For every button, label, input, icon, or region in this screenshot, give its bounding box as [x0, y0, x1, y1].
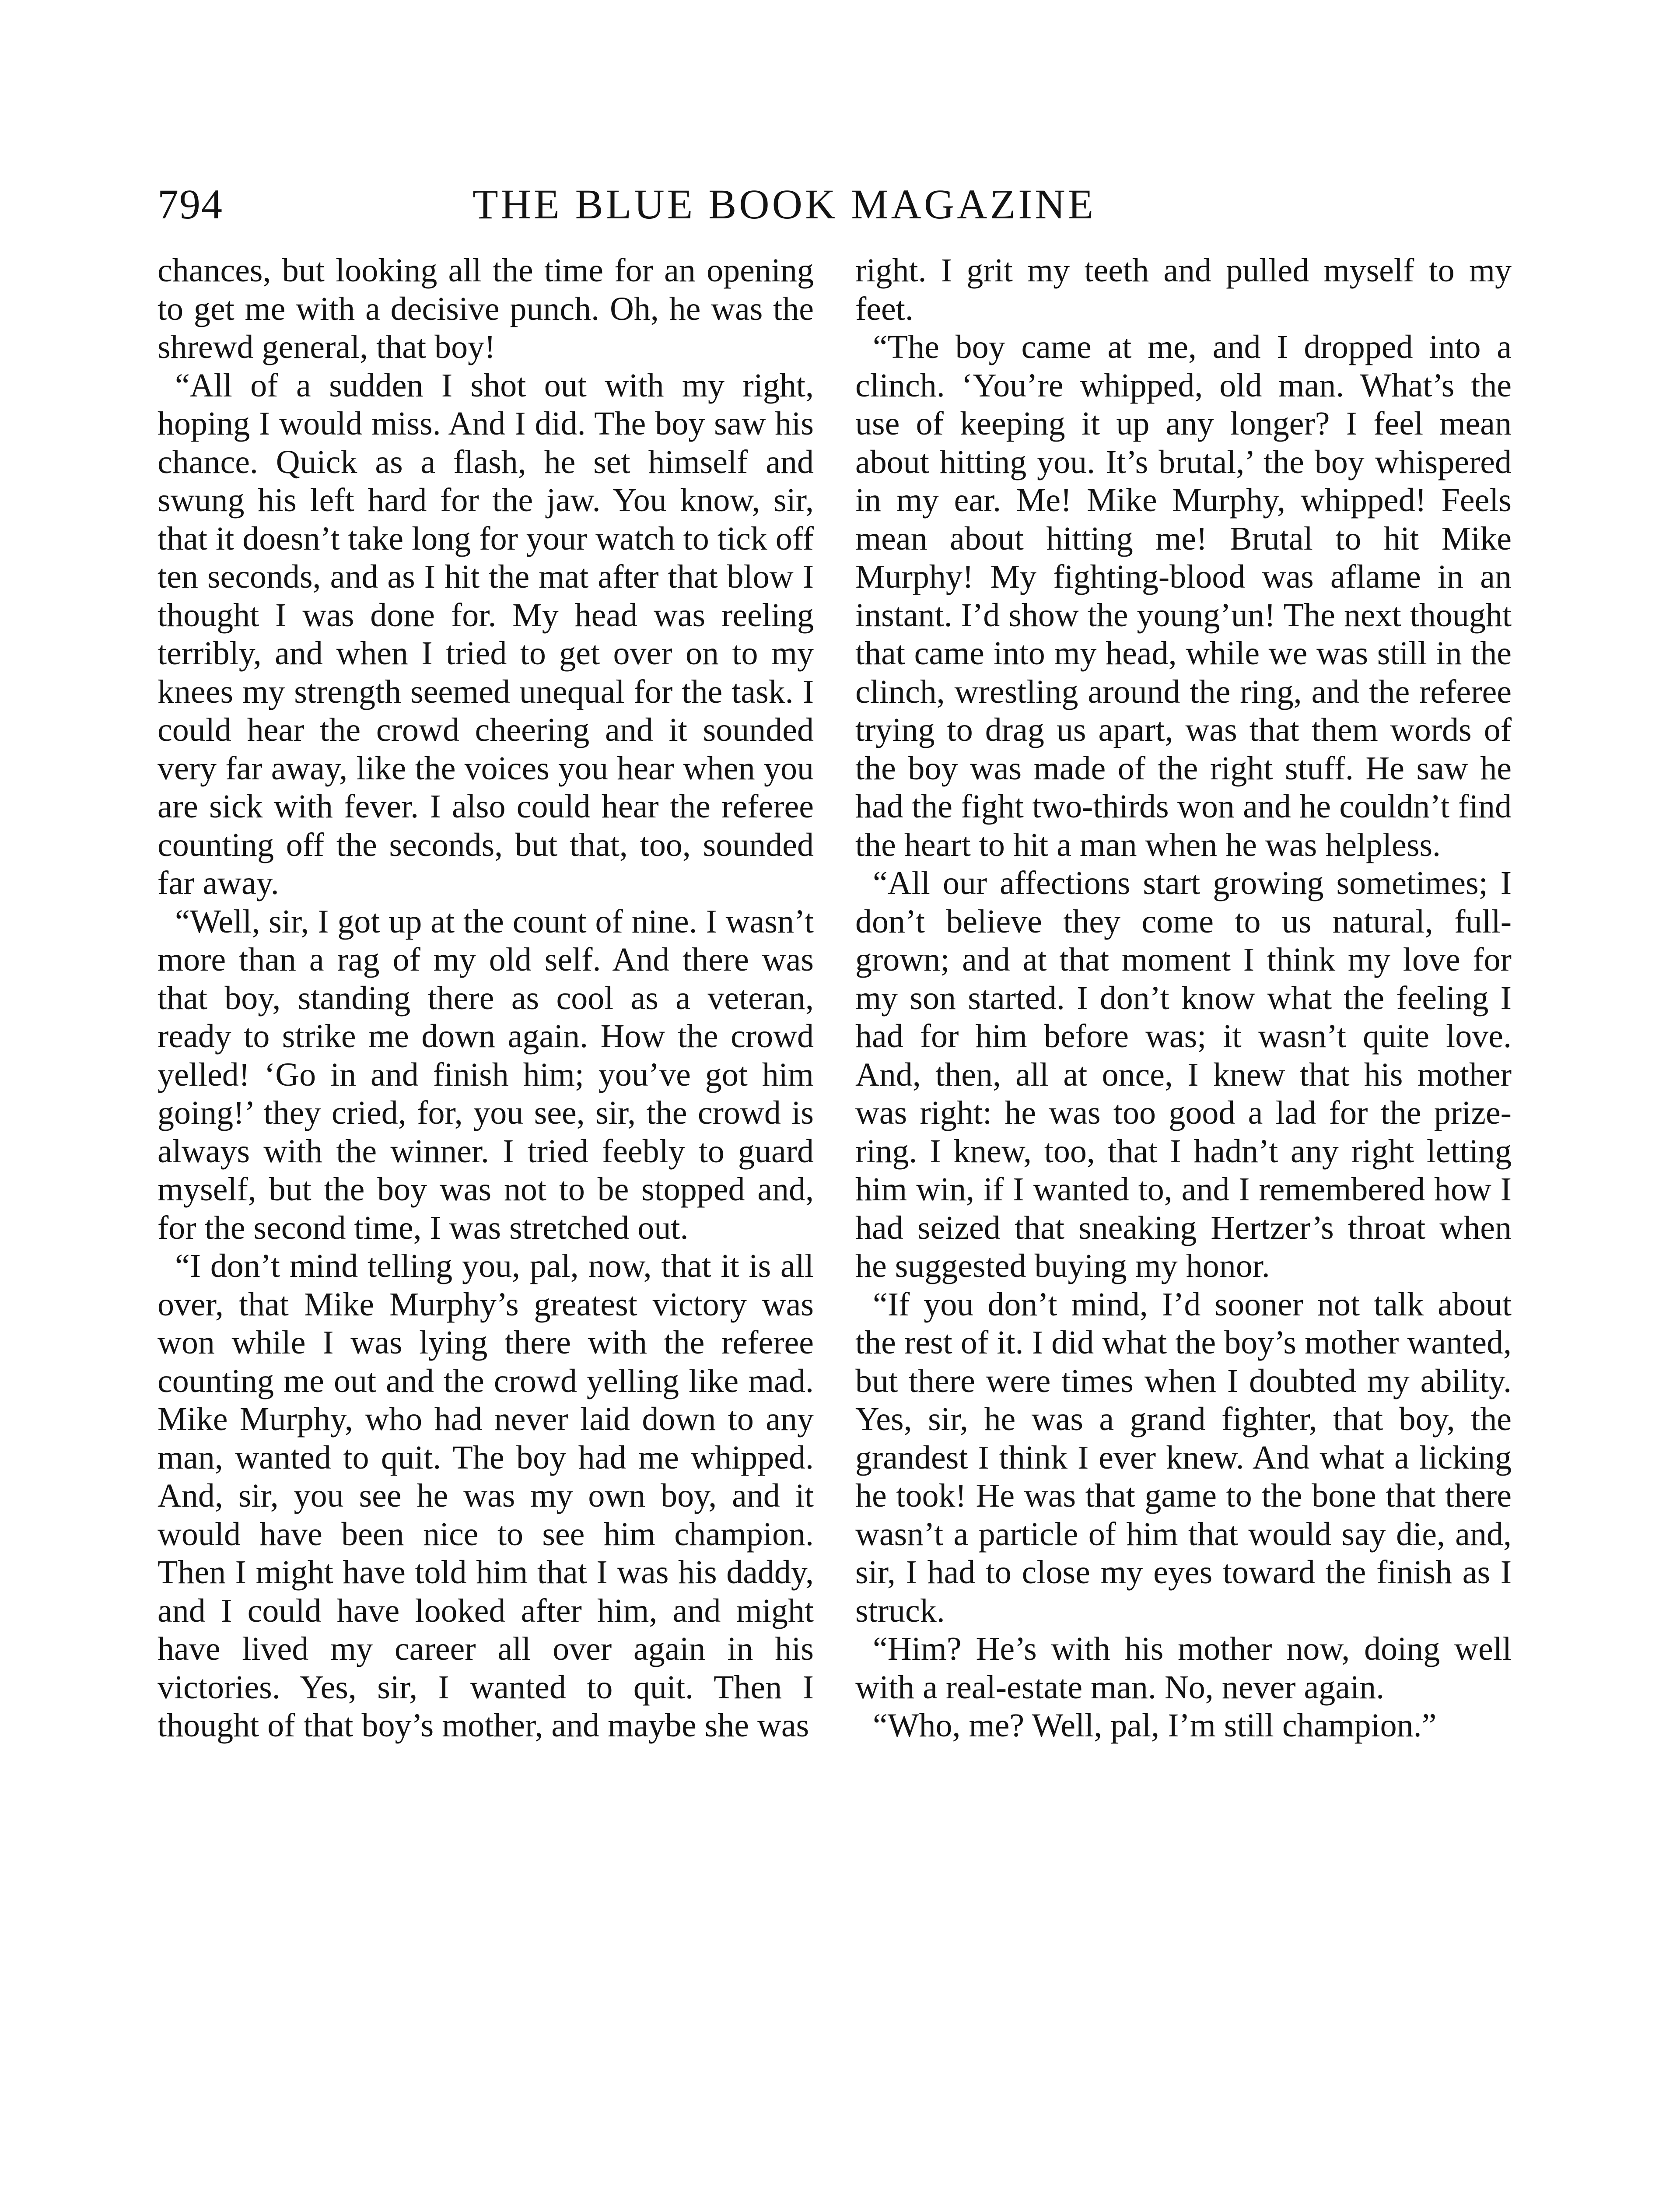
paragraph: right. I grit my teeth and pulled myself to my feet.: [855, 252, 1512, 327]
page-number: 794: [158, 181, 223, 228]
paragraph: “Him? He’s with his mother now, doing well with a real-estate man. No, never again.: [855, 1630, 1512, 1706]
paragraph: “All our affections start growing sometimes; I don’t believe they come to us natural, full-grown; and at that moment I think my love for my son started. I don’t know what the feeling I had for him before was; it wasn’t quite love. And, then, all at once, I knew that his mother was right: he was too good a lad for the prize-ring. I knew, too, that I hadn’t any right letting him win, if I wanted to, and I remembered how I had seized that sneaking Hertzer’s throat when he suggested buying my honor.: [855, 865, 1512, 1284]
left-text-column: [158, 252, 814, 1745]
paragraph: “All of a sudden I shot out with my right, hoping I would miss. And I did. The boy saw his chance. Quick as a flash, he set himself and swung his left hard for the jaw. You know, sir, that it doesn’t take long for your watch to tick off ten seconds, and as I hit the mat after that blow I thought I was done for. My head was reeling terribly, and when I tried to get over on to my knees my strength seemed unequal for the task. I could hear the crowd cheering and it sounded very far away, like the voices you hear when you are sick with fever. I also could hear the referee counting off the seconds, but that, too, sounded far away.: [158, 367, 814, 901]
page-header: [158, 172, 1518, 237]
right-text-column: [855, 252, 1512, 1745]
paragraph: “I don’t mind telling you, pal, now, that it is all over, that Mike Murphy’s greatest victory was won while I was lying there with the referee counting me out and the crowd yelling like mad. Mike Murphy, who had never laid down to any man, wanted to quit. The boy had me whipped. And, sir, you see he was my own boy, and it would have been nice to see him champion. Then I might have told him that I was his daddy, and I could have looked after him, and might have lived my career all over again in his victories. Yes, sir, I wanted to quit. Then I thought of that boy’s mother, and maybe she was: [158, 1248, 814, 1744]
paragraph: “If you don’t mind, I’d sooner not talk about the rest of it. I did what the boy’s mother wanted, but there were times when I doubted my ability. Yes, sir, he was a grand fighter, that boy, the grandest I think I ever knew. And what a licking he took! He was that game to the bone that there wasn’t a particle of him that would say die, and, sir, I had to close my eyes toward the finish as I struck.: [855, 1286, 1512, 1629]
paragraph: “Who, me? Well, pal, I’m still champion.”: [873, 1707, 1437, 1744]
paragraph: “Well, sir, I got up at the count of nine. I wasn’t more than a rag of my old self. And there was that boy, standing there as cool as a veteran, ready to strike me down again. How the crowd yelled! ‘Go in and finish him; you’ve got him going!’ they cried, for, you see, sir, the crowd is always with the winner. I tried feebly to guard myself, but the boy was not to be stopped and, for the second time, I was stretched out.: [158, 903, 814, 1246]
paragraph: “The boy came at me, and I dropped into a clinch. ‘You’re whipped, old man. What’s the use of keeping it up any longer? I feel mean about hitting you. It’s brutal,’ the boy whispered in my ear. Me! Mike Murphy, whipped! Feels mean about hitting me! Brutal to hit Mike Murphy! My fighting-blood was aflame in an instant. I’d show the young’un! The next thought that came into my head, while we was still in the clinch, wrestling around the ring, and the referee trying to drag us apart, was that them words of the boy was made of the right stuff. He saw he had the fight two-thirds won and he couldn’t find the heart to hit a man when he was helpless.: [855, 329, 1512, 863]
magazine-title: THE BLUE BOOK MAGAZINE: [472, 181, 1096, 228]
paragraph: chances, but looking all the time for an opening to get me with a decisive punch. Oh, he was the shrewd general, that boy!: [158, 252, 814, 365]
